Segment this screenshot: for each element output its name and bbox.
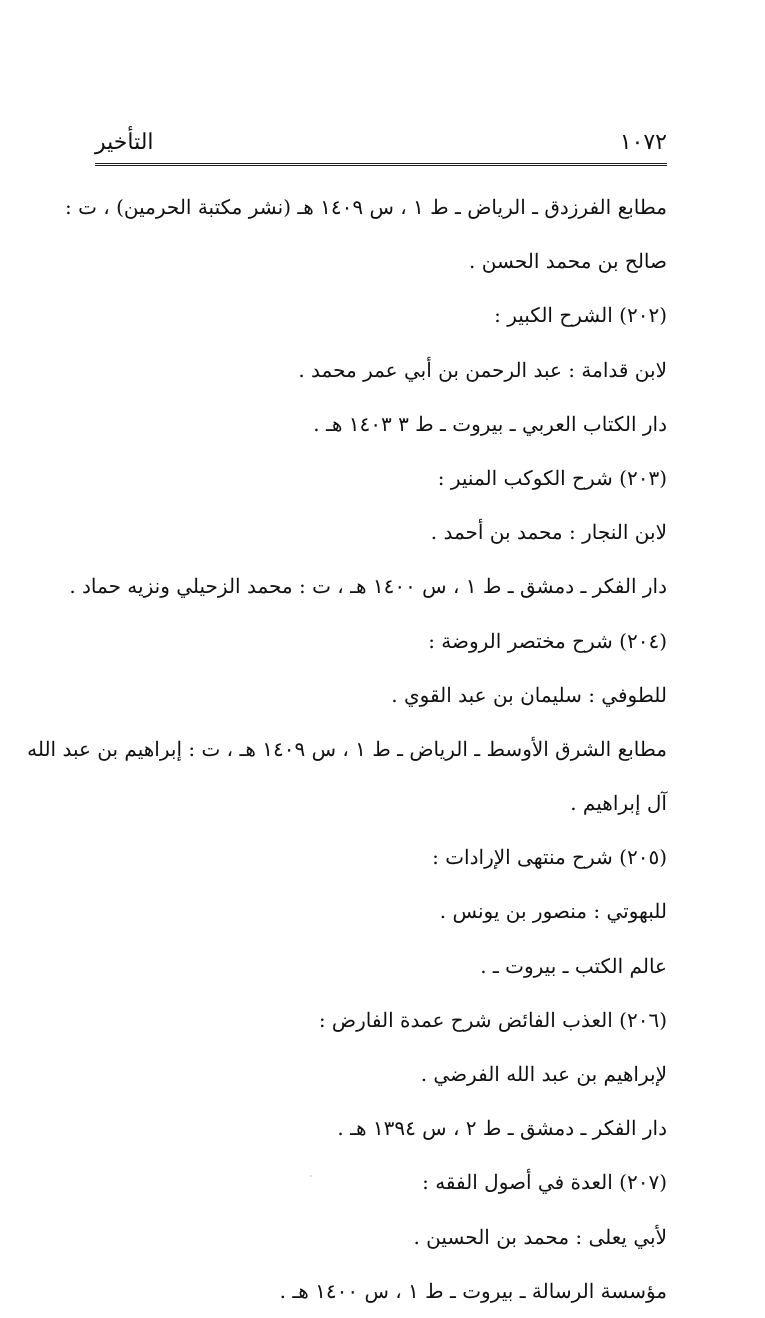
- text-line: آل إبراهيم .: [570, 791, 667, 816]
- page-header: [95, 128, 667, 162]
- entry-title: (٢٠٤) شرح مختصر الروضة :: [428, 628, 667, 653]
- entry-title: (٢٠٦) العذب الفائض شرح عمدة الفارض :: [318, 1007, 667, 1032]
- text-line: لأبي يعلى : محمد بن الحسين .: [413, 1224, 667, 1249]
- page-number: ١٠٧٢: [619, 130, 667, 155]
- text-line: دار الكتاب العربي ـ بيروت ـ ط ٣ ١٤٠٣ هـ .: [313, 411, 667, 436]
- text-line: صالح بن محمد الحسن .: [469, 249, 667, 274]
- text-line: للطوفي : سليمان بن عبد القوي .: [391, 682, 667, 707]
- text-line: لابن قدامة : عبد الرحمن بن أبي عمر محمد .: [298, 357, 667, 382]
- text-line: دار الفكر ـ دمشق ـ ط ٢ ، س ١٣٩٤ هـ .: [337, 1116, 667, 1141]
- text-line: مؤسسة الرسالة ـ بيروت ـ ط ١ ، س ١٤٠٠ هـ .: [279, 1278, 667, 1303]
- header-rule: [95, 163, 667, 166]
- running-title: التأخير: [95, 130, 154, 155]
- text-line: لإبراهيم بن عبد الله الفرضي .: [420, 1062, 667, 1086]
- scan-speck: [310, 1175, 312, 1177]
- bibliography-text: [27, 180, 667, 1318]
- text-line: للبهوتي : منصور بن يونس .: [439, 899, 667, 924]
- entry-title: (٢٠٥) شرح منتهى الإرادات :: [432, 845, 667, 870]
- text-line: لابن النجار : محمد بن أحمد .: [430, 520, 667, 545]
- text-line: مطابع الفرزدق ـ الرياض ـ ط ١ ، س ١٤٠٩ هـ (نشر مكتبة الحرمين) ، ت :: [65, 195, 667, 219]
- text-line: دار الفكر ـ دمشق ـ ط ١ ، س ١٤٠٠ هـ ، ت : محمد الزحيلي ونزيه حماد .: [69, 574, 667, 599]
- entry-title: (٢٠٢) الشرح الكبير :: [494, 303, 667, 328]
- entry-title: (٢٠٧) العدة في أصول الفقه :: [422, 1170, 667, 1195]
- text-line: مطابع الشرق الأوسط ـ الرياض ـ ط ١ ، س ١٤٠٩ هـ ، ت : إبراهيم بن عبد الله: [27, 736, 667, 761]
- text-line: عالم الكتب ـ بيروت ـ .: [480, 953, 667, 978]
- entry-title: (٢٠٣) شرح الكوكب المنير :: [437, 465, 667, 490]
